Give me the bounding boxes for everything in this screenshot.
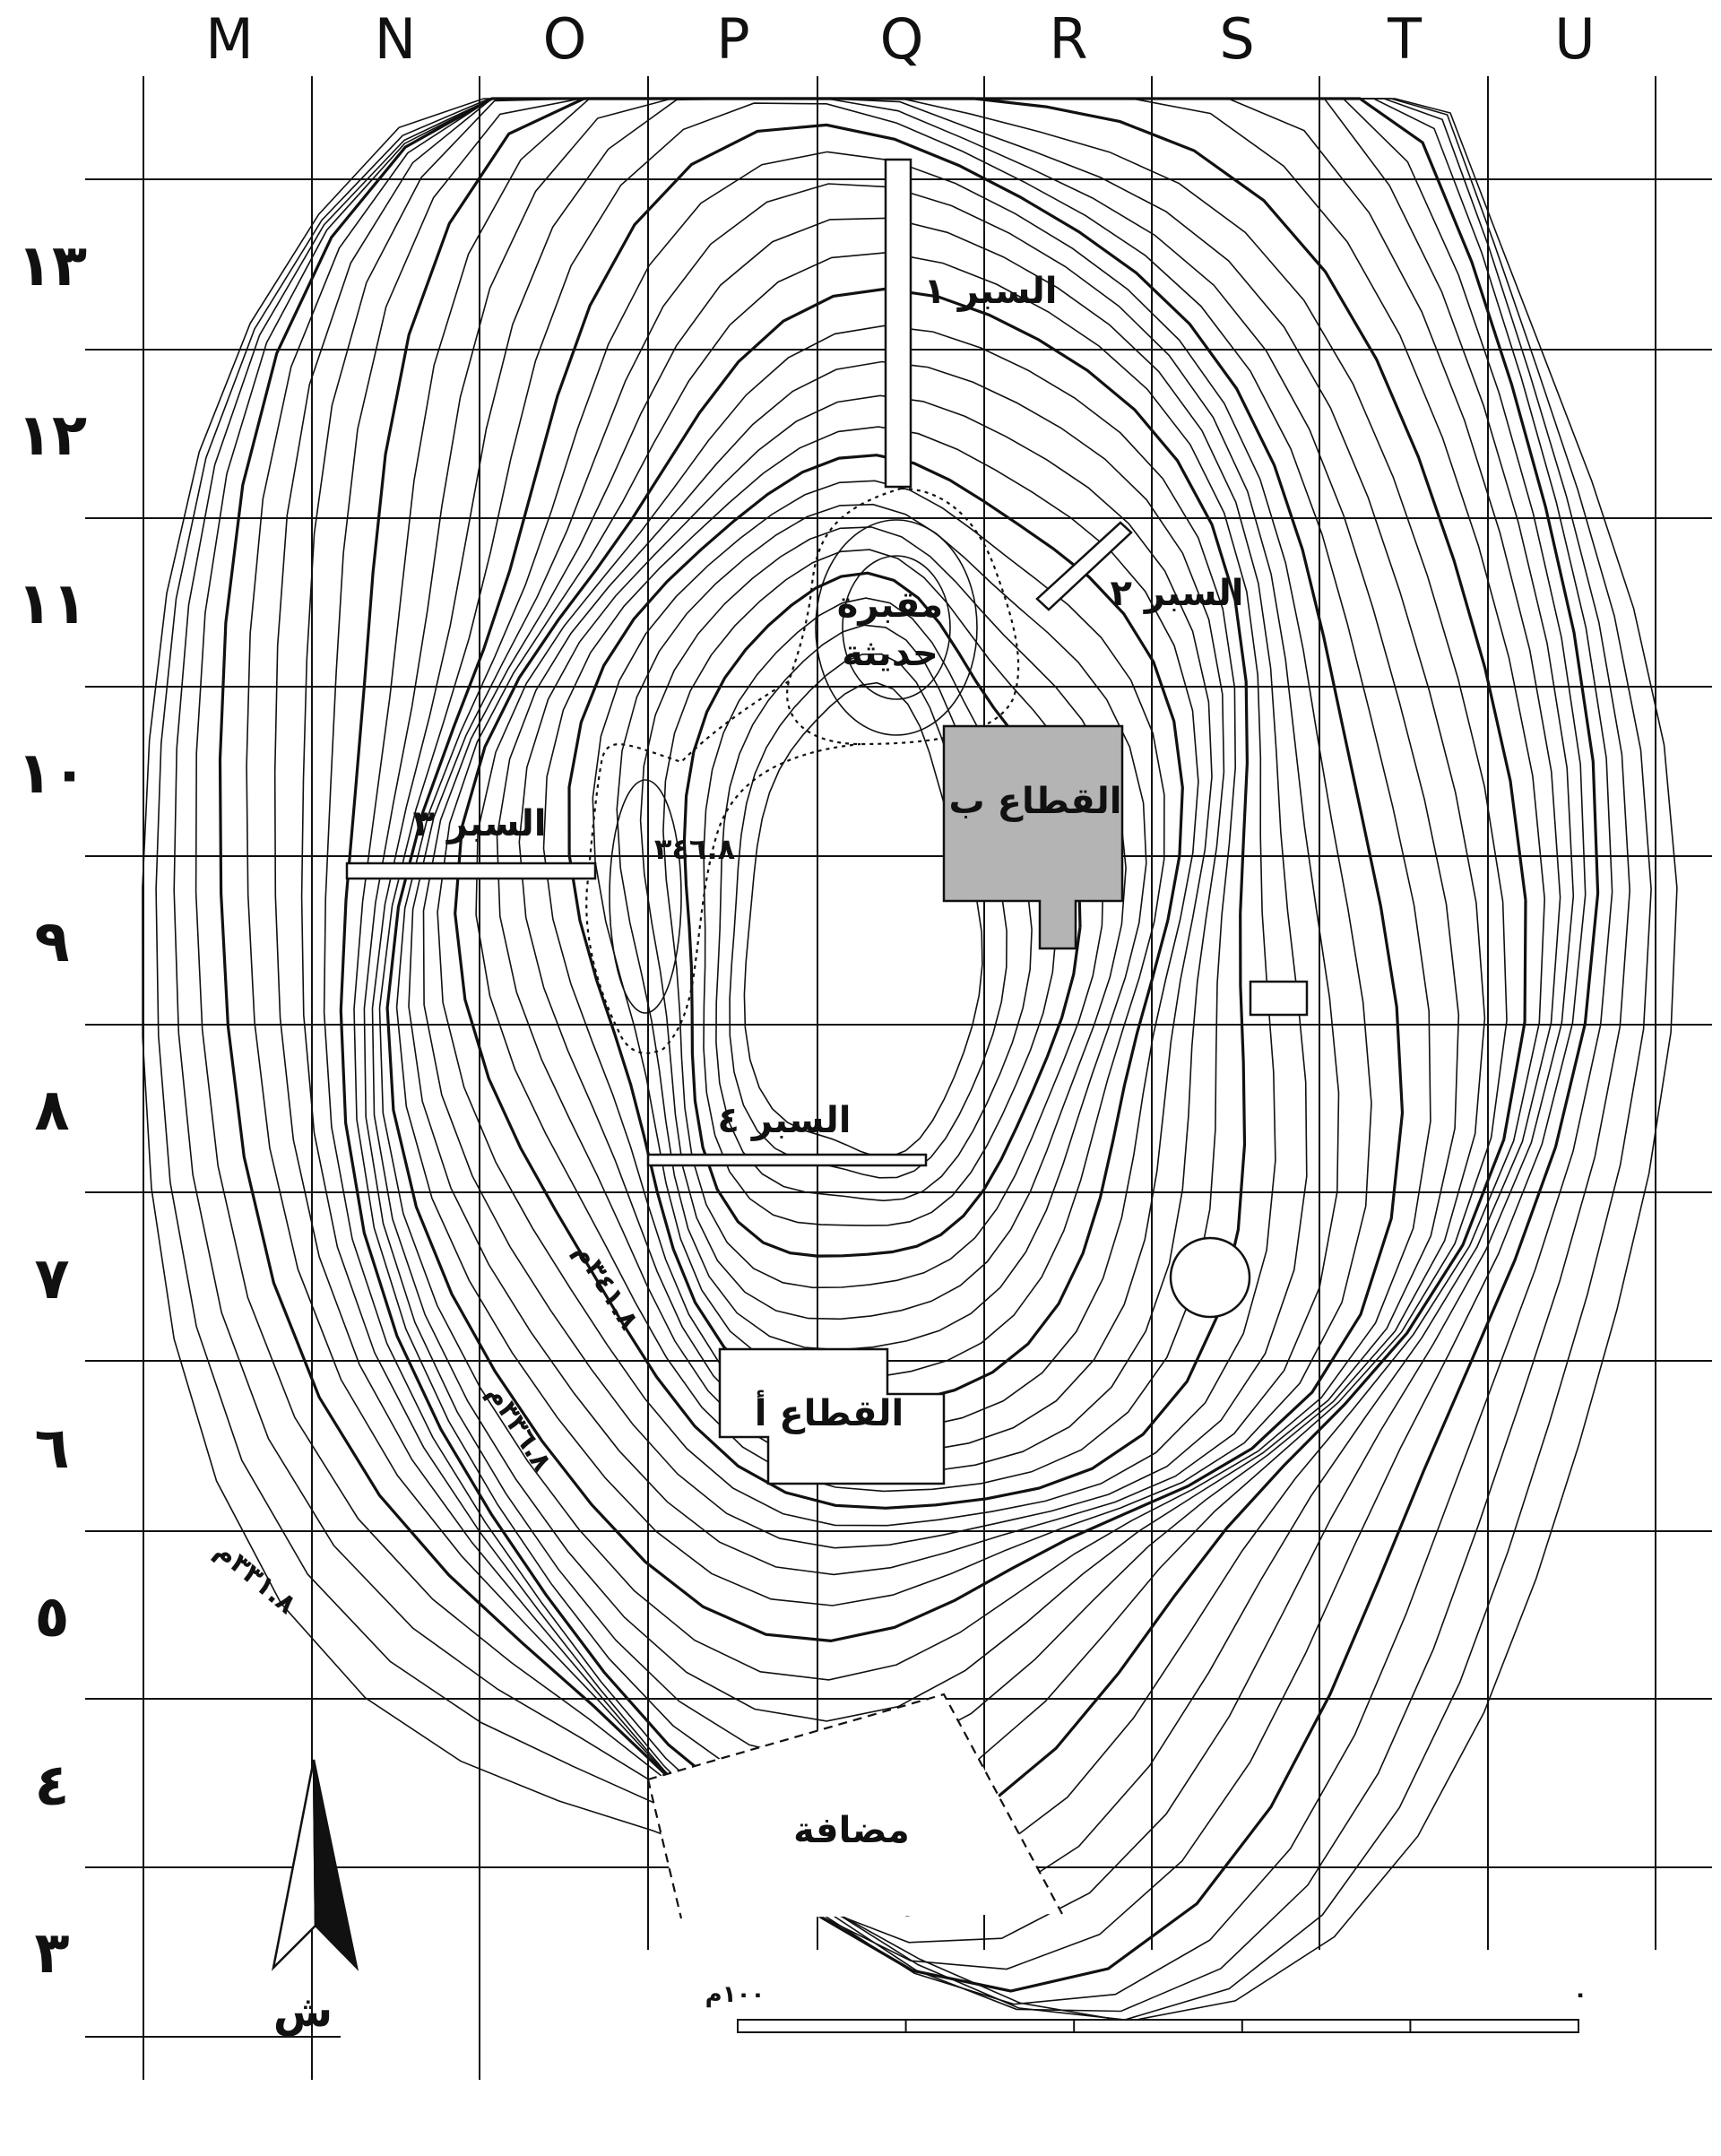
trench-2-label: السبر ٢	[1110, 573, 1244, 614]
well-circle	[1171, 1238, 1250, 1317]
row-label: ٦	[34, 1416, 70, 1482]
column-label: T	[1388, 6, 1422, 72]
cemetery-label: مقبرة	[836, 584, 944, 626]
scale-end-label: ١٠٠م	[705, 1981, 765, 2008]
row-label: ١٢	[16, 403, 88, 469]
contour-line	[476, 325, 1235, 1491]
row-label: ٣	[34, 1920, 70, 1987]
contour-elevation: ٣٣٦.٨م	[480, 1379, 558, 1477]
contour-line	[275, 99, 1574, 1943]
contour-line	[455, 289, 1248, 1508]
north-label: ش	[272, 1987, 333, 2037]
area-a-label: القطاع أ	[754, 1393, 904, 1434]
column-label: Q	[879, 6, 924, 72]
row-label: ١٠	[16, 740, 88, 807]
contour-line	[354, 99, 1507, 1803]
row-label: ٤	[34, 1753, 70, 1819]
row-label: ٨	[34, 1078, 70, 1144]
area-a	[720, 1349, 944, 1484]
contour-elevation: ٣٣١.٨م	[208, 1535, 303, 1621]
contour-line	[544, 427, 1198, 1431]
contour-line	[437, 253, 1276, 1526]
contour-line	[610, 780, 681, 1013]
guesthouse	[648, 1694, 1062, 1918]
scale-start-label: ٠	[1573, 1981, 1587, 2008]
column-labels	[205, 6, 1595, 72]
cemetery-label: حديثة	[842, 633, 938, 674]
row-label: ١٣	[16, 233, 88, 299]
trench-4	[648, 1100, 926, 1165]
row-label: ٥	[34, 1584, 70, 1650]
summit-elevation: ٣٤٦.٨	[653, 832, 736, 866]
area-b	[944, 726, 1122, 948]
row-label: ٩	[34, 909, 70, 975]
row-label: ٧	[34, 1246, 70, 1312]
contour-elevation: ٣٤١.٨م	[567, 1237, 645, 1336]
column-label: S	[1219, 6, 1255, 72]
column-label: M	[205, 6, 254, 72]
area-b-label: القطاع ب	[948, 781, 1122, 822]
row-labels	[17, 233, 87, 1987]
trench-4-label: السبر ٤	[717, 1100, 852, 1141]
column-label: U	[1554, 6, 1596, 72]
column-label: N	[374, 6, 417, 72]
column-label: R	[1049, 6, 1088, 72]
guesthouse-label: مضافة	[793, 1810, 910, 1851]
row-label: ١١	[16, 571, 88, 637]
trench-1	[886, 160, 1058, 487]
column-label: P	[716, 6, 750, 72]
column-label: O	[542, 6, 587, 72]
small-structure	[1250, 982, 1307, 1015]
contour-line	[364, 99, 1484, 1762]
north-arrow	[273, 1760, 357, 2037]
trench-3	[347, 803, 595, 879]
trench-3-label: السبر ٣	[412, 803, 547, 844]
contour-line	[302, 99, 1561, 1916]
scale-bar	[705, 1981, 1587, 2032]
trench-1-label: السبر ١	[923, 271, 1058, 312]
trench-2	[1037, 523, 1244, 614]
